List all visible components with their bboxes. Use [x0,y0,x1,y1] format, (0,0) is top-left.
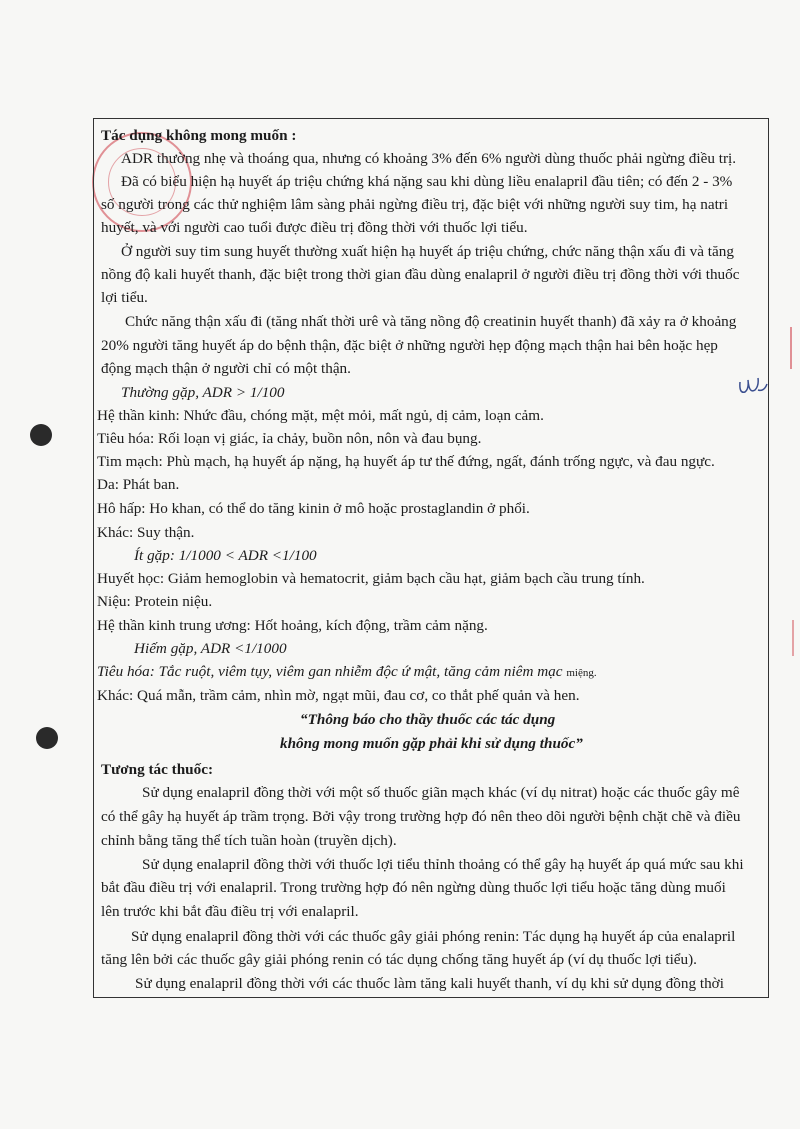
paragraph-line: Chức năng thận xấu đi (tăng nhất thời urê và tăng nồng độ creatinin huyết thanh) đã xảy ra ở khoảng [125,313,737,330]
list-item: Tim mạch: Phù mạch, hạ huyết áp nặng, hạ huyết áp tư thế đứng, ngất, đánh trống ngực, và đau ngực. [97,453,715,470]
paragraph-line: Đã có biểu hiện hạ huyết áp triệu chứng khá nặng sau khi dùng liều enalapril đầu tiên; có đến 2 - 3% [121,173,733,190]
paragraph-line: Sử dụng enalapril đồng thời với một số thuốc giãn mạch khác (ví dụ nitrat) hoặc các thuốc gây mê [142,784,740,801]
notice-line-2: không mong muốn gặp phải khi sử dụng thuốc” [280,735,583,752]
paragraph-line: có thể gây hạ huyết áp trầm trọng. Bởi vậy trong trường hợp đó nên theo dõi người bệnh chặt chẽ và điều [101,808,741,825]
punch-hole-top [30,424,52,446]
edge-mark-2 [792,620,800,656]
list-item: Hô hấp: Ho khan, có thể do tăng kinin ở mô hoặc prostaglandin ở phổi. [97,500,530,517]
paragraph-line: chỉnh bằng tăng thể tích tuần hoàn (truyền dịch). [101,832,397,849]
paragraph-line: động mạch thận ở người chỉ có một thận. [101,360,351,377]
list-item: Khác: Quá mẫn, trầm cảm, nhìn mờ, ngạt mũi, đau cơ, co thắt phế quản và hen. [97,687,580,704]
list-item: Tiêu hóa: Rối loạn vị giác, ỉa chảy, buồn nôn, nôn và đau bụng. [97,430,482,447]
list-item: Hệ thần kinh: Nhức đầu, chóng mặt, mệt mỏi, mất ngủ, dị cảm, loạn cảm. [97,407,544,424]
punch-hole-bottom [36,727,58,749]
list-item: Niệu: Protein niệu. [97,593,213,610]
section-heading-adverse-effects: Tác dụng không mong muốn : [101,127,297,144]
notice-line-1: “Thông báo cho thầy thuốc các tác dụng [300,711,556,728]
rare-digestive-text: Tiêu hóa: Tắc ruột, viêm tụy, viêm gan nhiễm độc ứ mật, tăng cảm niêm mạc [97,663,563,680]
paragraph-line: nồng độ kali huyết thanh, đặc biệt trong thời gian đầu dùng enalapril ở người điều trị đồng thời với thuốc [101,266,740,283]
document-frame [93,118,769,998]
list-item: Khác: Suy thận. [97,524,195,541]
paragraph-line: 20% người tăng huyết áp do bệnh thận, đặc biệt ở những người hẹp động mạch thận hai bên hoặc hẹp [101,337,718,354]
paragraph-line: bắt đầu điều trị với enalapril. Trong trường hợp đó nên ngừng dùng thuốc lợi tiểu hoặc tăng dùng muối [101,879,726,896]
paragraph-line: Sử dụng enalapril đồng thời với các thuốc gây giải phóng renin: Tác dụng hạ huyết áp của enalapril [131,928,736,945]
section-heading-interactions: Tương tác thuốc: [101,761,214,778]
list-item [97,663,597,682]
list-item: Da: Phát ban. [97,476,180,493]
paragraph-line: huyết, và với người cao tuổi được điều trị đồng thời với thuốc lợi tiểu. [101,219,528,236]
rare-digestive-tail: miệng. [566,667,597,679]
paragraph-line: Sử dụng enalapril đồng thời với thuốc lợi tiểu thỉnh thoảng có thể gây hạ huyết áp quá mức sau khi [142,856,744,873]
list-item: Hệ thần kinh trung ương: Hốt hoảng, kích động, trầm cảm nặng. [97,617,488,634]
frequency-label-uncommon: Ít gặp: 1/1000 < ADR <1/100 [134,547,317,564]
list-item: Huyết học: Giảm hemoglobin và hematocrit, giảm bạch cầu hạt, giảm bạch cầu trung tính. [97,570,645,587]
paragraph-line: ADR thường nhẹ và thoáng qua, nhưng có khoảng 3% đến 6% người dùng thuốc phải ngừng điều trị. [121,150,737,167]
paragraph-line: Sử dụng enalapril đồng thời với các thuốc làm tăng kali huyết thanh, ví dụ khi sử dụng đồng thời [135,975,724,992]
paragraph-line: lợi tiểu. [101,289,148,306]
frequency-label-common: Thường gặp, ADR > 1/100 [121,384,285,401]
frequency-label-rare: Hiếm gặp, ADR <1/1000 [134,640,287,657]
paragraph-line: lên trước khi bắt đầu điều trị với enalapril. [101,903,359,920]
paragraph-line: tăng lên bởi các thuốc gây giải phóng renin có tác dụng chống tăng huyết áp (ví dụ thuốc lợi tiểu). [101,951,697,968]
paragraph-line: Ở người suy tim sung huyết thường xuất hiện hạ huyết áp triệu chứng, chức năng thận xấu đi và tăng [121,243,734,260]
edge-mark-1 [790,327,800,369]
paragraph-line: số người trong các thử nghiệm lâm sàng phải ngừng điều trị, đặc biệt với những người suy tim, hạ natri [101,196,729,213]
